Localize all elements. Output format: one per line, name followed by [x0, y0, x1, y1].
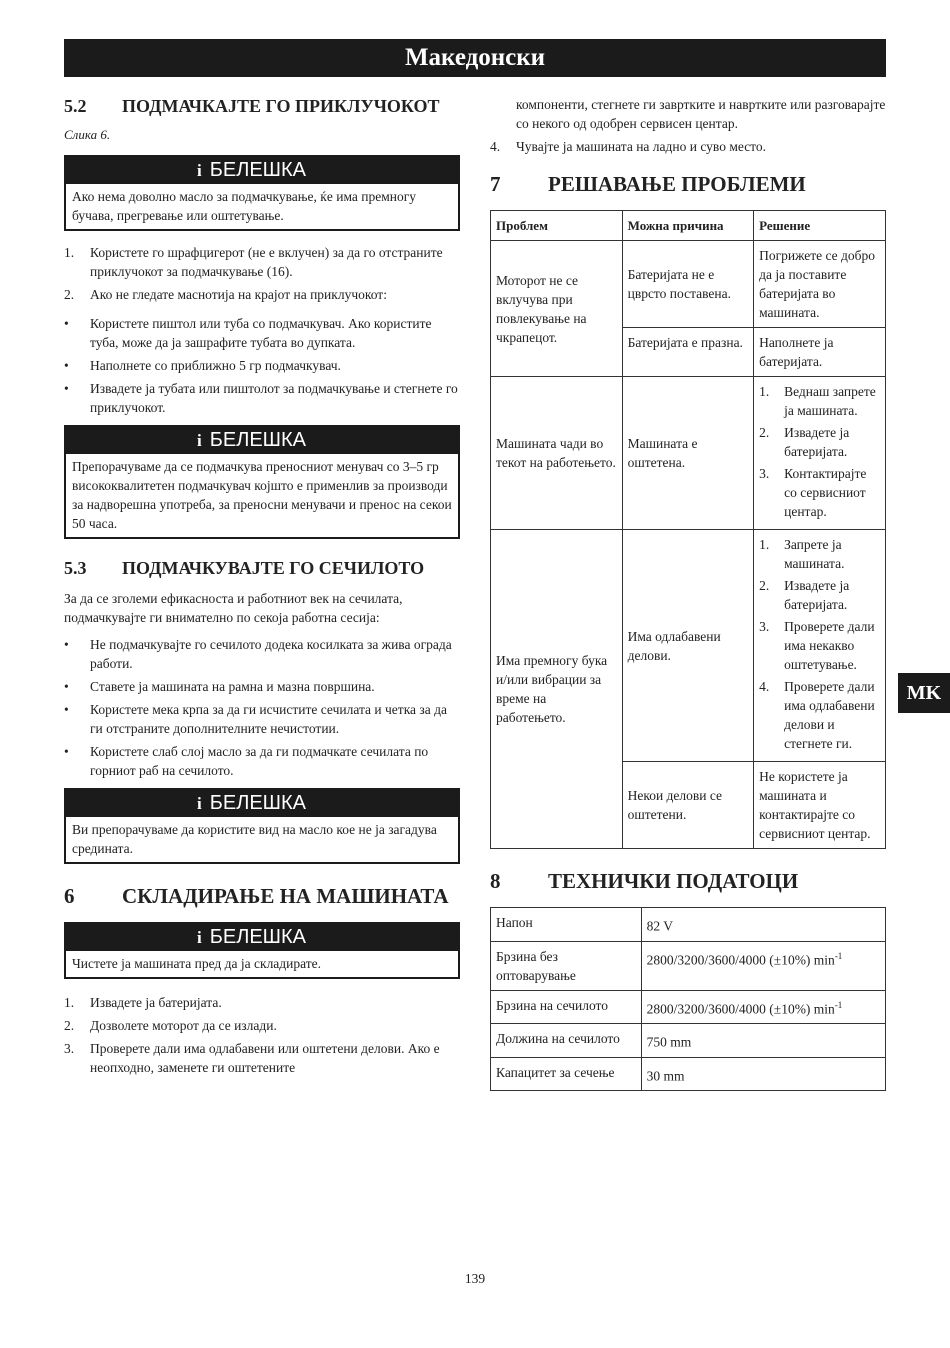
right-column	[490, 95, 886, 1091]
section-5-2-heading	[64, 95, 460, 117]
note-box	[64, 425, 460, 539]
table-row	[491, 1024, 886, 1058]
table-cell: Не користете ја машината и контактирајте со сервисниот центар.	[754, 762, 886, 849]
list-item: • Извадете ја тубата или пиштолот за подмачкување и стегнете го приклучокот.	[64, 381, 458, 415]
section-5-3-heading	[64, 557, 460, 579]
spec-key: Брзина без оптоварување	[491, 941, 642, 990]
continued-text: компоненти, стегнете ги завртките и навртките или разговарајте со некого од одобрен сервисен центар.	[516, 97, 886, 131]
section-title: СКЛАДИРАЊЕ НА МАШИНАТА	[122, 884, 449, 908]
table-row	[491, 530, 886, 762]
table-header: Проблем	[491, 211, 623, 241]
note-label: БЕЛЕШКА	[209, 429, 306, 451]
spec-key: Брзина на сечилото	[491, 990, 642, 1024]
table-row	[491, 941, 886, 990]
table-cell	[754, 377, 886, 530]
list-item: • Користете пиштол или туба со подмачкувач. Ако користите туба, може да ја зашрафите тубата во дупката.	[64, 316, 432, 350]
list-item: • Наполнете со приближно 5 гр подмачкувач.	[64, 358, 341, 373]
steps-list	[490, 137, 886, 156]
bullet-list	[64, 314, 460, 417]
figure-caption: Слика 6.	[64, 127, 111, 142]
table-row	[491, 1057, 886, 1091]
info-icon: i	[197, 161, 202, 180]
list-item: • Користете слаб слој масло за да ги подмачкате сечилата по горниот раб на сечилото.	[64, 744, 429, 778]
steps-list	[64, 243, 460, 304]
note-text: Ако нема доволно масло за подмачкување, ќе има премногу бучава, прегревање или оштетување.	[72, 189, 417, 223]
spec-value: 750 mm	[641, 1024, 885, 1058]
steps-list	[64, 993, 460, 1077]
list-item: • Не подмачкувајте го сечилото додека косилката за жива ограда работи.	[64, 637, 452, 671]
section-6-heading	[64, 884, 460, 908]
section-intro: За да се зголеми ефикасноста и работниот век на сечилата, подмачкувајте ги внимателно по секоја работна сесија:	[64, 591, 403, 625]
table-cell: Моторот не се вклучува при повлекување на чкрапецот.	[491, 241, 623, 377]
section-title: ТЕХНИЧКИ ПОДАТОЦИ	[548, 869, 799, 893]
section-7-heading	[490, 172, 886, 196]
page-header: Македонски	[64, 39, 886, 77]
table-header: Решение	[754, 211, 886, 241]
list-item: • Ставете ја машината на рамна и мазна површина.	[64, 679, 375, 694]
list-item: 1. Користете го шрафцигерот (не е вклучен) за да го отстраните приклучокот за подмачкување (16).	[64, 245, 443, 279]
list-item: 2. Извадете ја батеријата.	[759, 578, 850, 612]
list-item: 1. Извадете ја батеријата.	[64, 995, 222, 1010]
left-column	[64, 95, 460, 1085]
note-box	[64, 155, 460, 231]
table-header: Можна причина	[622, 211, 754, 241]
info-icon: i	[197, 794, 202, 813]
table-cell: Машината чади во текот на работењето.	[491, 377, 623, 530]
section-title: ПОДМАЧКАЈТЕ ГО ПРИКЛУЧОКОТ	[122, 96, 440, 116]
table-header-row	[491, 211, 886, 241]
section-number: 5.2	[64, 96, 87, 116]
section-8-heading	[490, 869, 886, 893]
specs-table	[490, 907, 886, 1091]
table-cell: Некои делови се оштетени.	[622, 762, 754, 849]
bullet-list	[64, 635, 460, 780]
list-item: 2. Дозволете моторот да се излади.	[64, 1018, 277, 1033]
note-text: Чистете ја машината пред да ја складирате.	[72, 956, 322, 971]
table-cell: Има одлабавени делови.	[622, 530, 754, 762]
note-box	[64, 922, 460, 979]
list-item: 3. Контактирајте со сервисниот центар.	[759, 466, 867, 519]
list-item: 1. Запрете ја машината.	[759, 537, 845, 571]
page-number: 139	[464, 1271, 486, 1286]
section-title: РЕШАВАЊЕ ПРОБЛЕМИ	[548, 172, 806, 196]
language-tab: MK	[898, 673, 950, 713]
table-row	[491, 990, 886, 1024]
troubleshooting-table	[490, 210, 886, 849]
section-title: ПОДМАЧКУВАЈТЕ ГО СЕЧИЛОТО	[122, 558, 425, 578]
spec-value: 30 mm	[641, 1057, 885, 1091]
table-cell	[754, 530, 886, 762]
table-row	[491, 908, 886, 942]
note-label: БЕЛЕШКА	[209, 159, 306, 181]
note-label: БЕЛЕШКА	[209, 792, 306, 814]
list-item: 1. Веднаш запрете ја машината.	[759, 384, 876, 418]
spec-key: Капацитет за сечење	[491, 1057, 642, 1091]
spec-value: 2800/3200/3600/4000 (±10%) $\min^{-1}$	[641, 941, 885, 990]
spec-key: Напон	[491, 908, 642, 942]
table-cell: Батеријата не е цврсто поставена.	[622, 241, 754, 328]
section-number: 6	[64, 884, 75, 908]
note-text: Ви препорачуваме да користите вид на масло кое не ја загадува средината.	[72, 822, 437, 856]
cell-steps-list	[759, 535, 880, 753]
list-item: 2. Извадете ја батеријата.	[759, 425, 850, 459]
section-number: 8	[490, 869, 501, 893]
list-item: • Користете мека крпа за да ги исчистите сечилата и четка за да ги отстраните дополнителните нечистотии.	[64, 702, 447, 736]
note-text: Препорачуваме да се подмачкува преносниот менувач со 3–5 гр висококвалитетен подмачкувач којшто е применлив за производи за надворешна употреба, за преносни менувачи и пренос на секои 50 часа.	[72, 459, 452, 531]
table-cell: Погрижете се добро да ја поставите батеријата во машината.	[754, 241, 886, 328]
section-number: 7	[490, 172, 501, 196]
table-cell: Наполнете ја батеријата.	[754, 328, 886, 377]
info-icon: i	[197, 431, 202, 450]
cell-steps-list	[759, 382, 880, 521]
list-item: 4. Проверете дали има одлабавени делови и стегнете ги.	[759, 679, 875, 751]
table-row	[491, 241, 886, 328]
spec-key: Должина на сечилото	[491, 1024, 642, 1058]
spec-value: 82 V	[641, 908, 885, 942]
table-cell: Има премногу бука и/или вибрации за време на работењето.	[491, 530, 623, 849]
list-item: 3. Проверете дали има одлабавени или оштетени делови. Ако е неопходно, заменете ги оштетените	[64, 1041, 440, 1075]
list-item: 3. Проверете дали има некакво оштетување.	[759, 619, 875, 672]
list-item: 2. Ако не гледате маснотија на крајот на приклучокот:	[64, 287, 387, 302]
note-box	[64, 788, 460, 864]
list-item: 4. Чувајте ја машината на ладно и суво место.	[490, 139, 767, 154]
table-cell: Машината е оштетена.	[622, 377, 754, 530]
table-row	[491, 377, 886, 530]
spec-value: 2800/3200/3600/4000 (±10%) $\min^{-1}$	[641, 990, 885, 1024]
table-cell: Батеријата е празна.	[622, 328, 754, 377]
info-icon: i	[197, 928, 202, 947]
section-number: 5.3	[64, 558, 87, 578]
note-label: БЕЛЕШКА	[209, 926, 306, 948]
